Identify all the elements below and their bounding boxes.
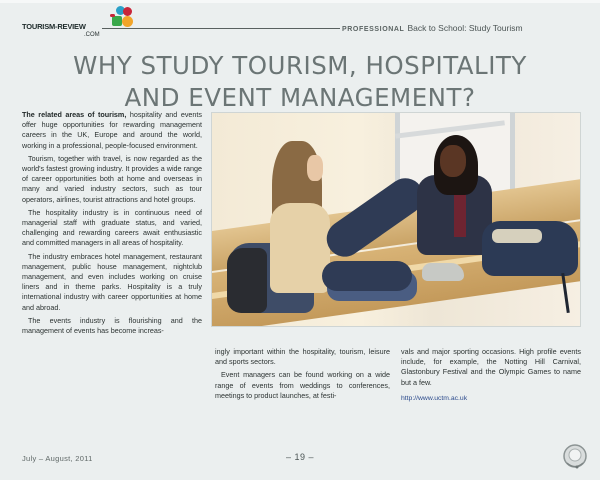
title-line-2: AND EVENT MANAGEMENT? — [124, 83, 476, 113]
lead-text: The related areas of tourism, — [22, 110, 127, 119]
article-column-2 — [215, 347, 390, 404]
paragraph: The events industry is flourishing and the management of events has become increas- — [22, 315, 202, 336]
article-column-3 — [401, 347, 581, 404]
logo-text: TOURISM-REVIEW — [22, 22, 86, 31]
paragraph — [22, 110, 202, 151]
paragraph: ingly important within the hospitality, tourism, leisure and sports sectors. — [215, 347, 390, 367]
paragraph: Event managers can be found working on a wide range of events from weddings to conferences, meetings to product launches, at festi- — [215, 370, 390, 400]
website-link[interactable]: http://www.uctm.ac.uk — [401, 394, 468, 402]
issue-date: July – August, 2011 — [22, 454, 93, 463]
page-title — [0, 50, 600, 114]
student-left — [270, 203, 330, 293]
breadcrumb: Back to School: Study Tourism — [407, 23, 523, 33]
paragraph: The industry embraces hotel management, restaurant management, public house management, nightclub management, and even includes working on cruise liners and in theme parks. Hospitality is a truly international industry with career opportunities at home and abroad. — [22, 251, 202, 312]
logo-suffix: .COM — [84, 32, 100, 38]
globe-icon — [562, 443, 588, 471]
tourism-review-logo[interactable] — [22, 6, 132, 40]
paragraph: The hospitality industry is in continuous need of managerial staff with graduate status, and varied, challenging and rewarding careers await enthusiastic and committed managers in all areas of hospitality. — [22, 207, 202, 248]
top-strip — [0, 0, 600, 3]
header-rule — [102, 28, 340, 29]
article-column-1 — [22, 110, 202, 339]
students-photo — [212, 113, 580, 326]
paragraph: Tourism, together with travel, is now regarded as the world's fastest growing industry. It provides a wide range of career opportunities both at home and overseas in many and varied industry sectors, such as tour operators, airlines, tourist attractions and hotel groups. — [22, 153, 202, 204]
section-label: PROFESSIONAL — [342, 26, 405, 33]
paragraph-text: hospitality and events offer huge opportunities for rewarding management careers in the UK, Europe and around the world, working in a professional, people-focused environment. — [22, 110, 202, 150]
page-number: – 19 – — [285, 452, 315, 462]
title-line-1: WHY STUDY TOURISM, HOSPITALITY — [73, 51, 527, 81]
section-header — [342, 23, 523, 33]
paragraph: vals and major sporting occasions. High profile events include, for example, the Notting Hill Carnival, Glastonbury Festival and the Olympic Games to name but a few. — [401, 347, 581, 387]
logo-mark-icon — [110, 6, 136, 30]
